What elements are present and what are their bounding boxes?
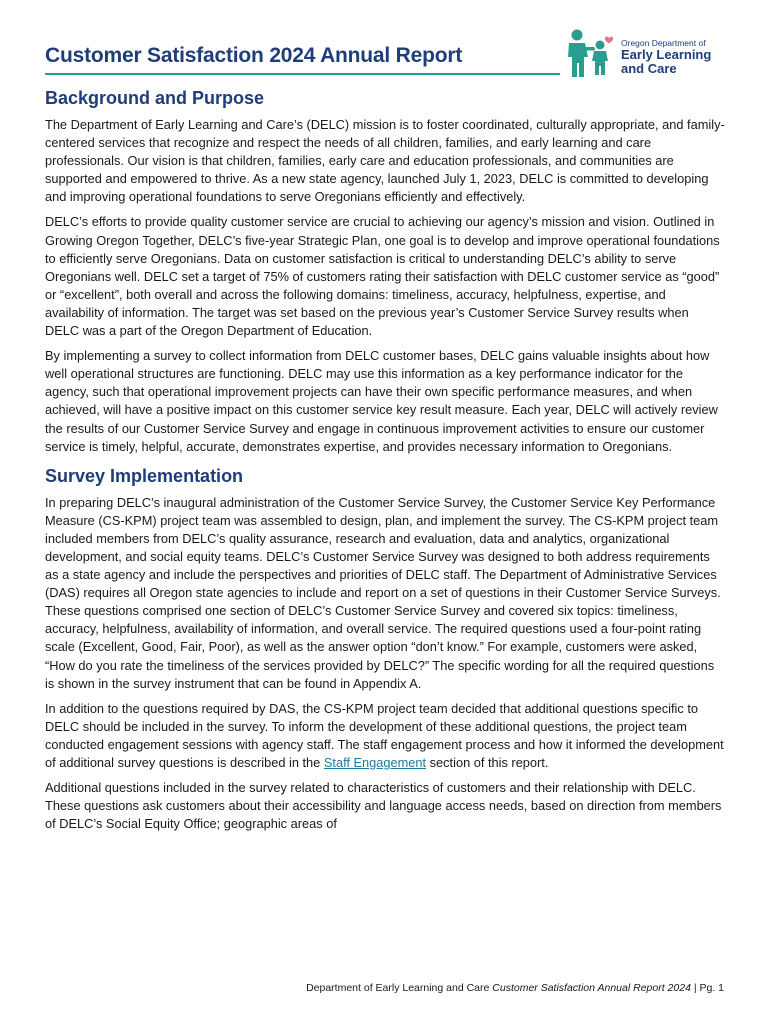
footer-report-name: Customer Satisfaction Annual Report 2024 [492,982,691,994]
footer-org: Department of Early Learning and Care [306,982,493,994]
logo-name [621,48,721,76]
title-divider [45,73,560,75]
staff-engagement-link[interactable]: Staff Engagement [323,755,427,770]
background-heading: Background and Purpose [45,88,265,108]
delc-logo [563,28,723,84]
survey-paragraph [45,700,725,772]
page-number: | Pg. 1 [690,982,724,994]
logo-name-line1: Early Learning [621,47,712,62]
logo-name-line2: and Care [621,61,677,76]
logo-org-line: Oregon Department of [621,38,706,48]
survey-paragraph: Additional questions included in the survey related to characteristics of customers and their relationship with DELC. These questions ask customers about their accessibility and language access needs, based on direction from members of DELC’s Social Equity Office; geographic areas of [45,780,722,832]
survey-paragraph-text: In addition to the questions required by DAS, the CS-KPM project team decided that additional questions specific to DELC should be included in the survey. To inform the development of these additional questions, the project team conducted engagement sessions with agency staff. The staff engagement process and how it informed the development of additional survey questions is described in the [45,700,724,770]
background-paragraph: The Department of Early Learning and Care’s (DELC) mission is to foster coordinated, culturally appropriate, and family-centered services that recognize and respect the needs of all children, families, and early learning and care professionals. Our vision is that children, families, early care and education professionals, and communities are supported and empowered to thrive. As a new state agency, launched July 1, 2023, DELC is committed to developing and improving operational foundations to serve Oregonians efficiently and effectively. [45,117,725,205]
survey-paragraph-text: section of this report. [426,755,549,770]
survey-heading: Survey Implementation [45,465,244,486]
page-footer [306,982,724,994]
report-content [45,86,725,840]
background-paragraph: By implementing a survey to collect information from DELC customer bases, DELC gains valuable insights about how well operational structures are functioning. DELC may use this information as a key performance indicator for the agency, such that operational improvement projects can have their own specific performance measures, and when achieved, will have a positive impact on this customer service key result measure. Each year, DELC will actively review the results of our Customer Service Survey and engage in continuous improvement activities to ensure our customer service is timely, helpful, accurate, demonstrates expertise, and provides necessary information to Oregonians. [45,348,718,454]
background-section [45,86,725,456]
survey-section [45,464,725,834]
report-title: Customer Satisfaction 2024 Annual Report [45,44,463,67]
family-figures-icon [563,28,619,80]
background-paragraph: DELC’s efforts to provide quality customer service are crucial to achieving our agency’s mission and vision. Outlined in Growing Oregon Together, DELC’s five-year Strategic Plan, one goal is to develop and improve operational foundations to efficiently serve Oregonians. Data on customer satisfaction is critical to understanding DELC’s ability to serve Oregonians well. DELC set a target of 75% of customers rating their satisfaction with DELC customer service as “good” or “excellent”, both overall and across the following domains: timeliness, accuracy, helpfulness, expertise, and availability of information. The target was set based on the previous year’s Customer Service Survey results when DELC was a part of the Oregon Department of Education. [45,214,720,339]
survey-paragraph: In preparing DELC’s inaugural administration of the Customer Service Survey, the Customer Service Key Performance Measure (CS-KPM) project team was assembled to design, plan, and implement the survey. The CS-KPM project team included members from DELC’s quality assurance, research and evaluation, data and analytics, organizational development, and social equity teams. DELC’s Customer Service Survey was designed to both address requirements as a state agency and include the perspectives and priorities of DELC staff. The Department of Administrative Services (DAS) requires all Oregon state agencies to include and report on a set of questions in their Customer Service Surveys. These questions comprised one section of DELC’s Customer Service Survey and covered six topics: timeliness, accuracy, helpfulness, availability of information, and overall service. The required questions used a four-point rating scale (Excellent, Good, Fair, Poor), as well as the answer option “don’t know.” For example, customers were asked, “How do you rate the timeliness of the services provided by DELC?” The specific wording for all the required questions is shown in the survey instrument that can be found in Appendix A. [45,494,721,691]
